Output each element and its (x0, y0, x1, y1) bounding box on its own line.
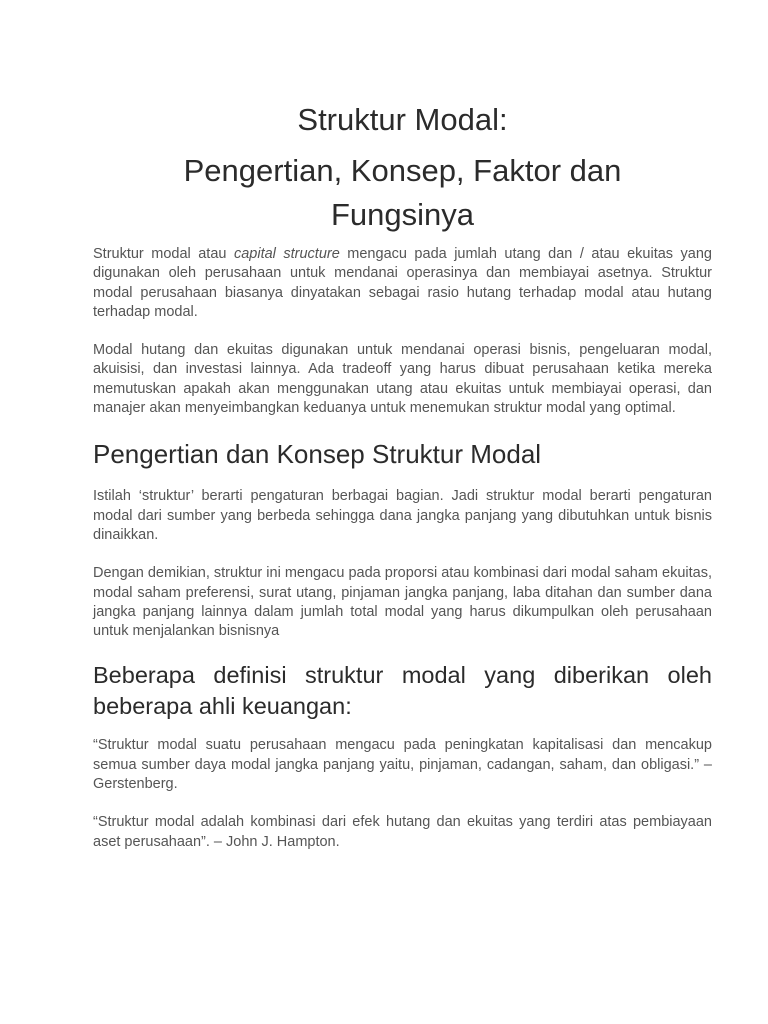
document-page (93, 100, 712, 871)
intro-paragraph-1-start: Struktur modal atau (93, 246, 234, 262)
intro-paragraph-1-end: mengacu pada jumlah utang dan / atau ekuitas yang digunakan oleh perusahaan untuk mendanai operasinya dan membiayai asetnya. Struktur modal perusahaan biasanya dinyatakan sebagai rasio hutang terhadap modal atau hutang terhadap modal. (93, 246, 712, 320)
definition-quote-gerstenberg: “Struktur modal suatu perusahaan mengacu pada peningkatan kapitalisasi dan mencakup semua sumber daya modal jangka panjang yaitu, pinjaman, cadangan, saham, dan obligasi.” – Gerstenberg. (93, 737, 712, 793)
concept-paragraph-1: Istilah ‘struktur’ berarti pengaturan berbagai bagian. Jadi struktur modal berarti pengaturan modal dari sumber yang berbeda sehingga dana jangka panjang yang dibutuhkan untuk bisnis dinaikkan. (93, 488, 712, 543)
section-heading-concept: Pengertian dan Konsep Struktur Modal (93, 439, 542, 470)
definition-quote-hampton: “Struktur modal adalah kombinasi dari efek hutang dan ekuitas yang terdiri atas pembiayaan aset perusahaan”. – John J. Hampton. (93, 814, 712, 850)
section-heading-definitions: Beberapa definisi struktur modal yang diberikan oleh beberapa ahli keuangan: (93, 662, 712, 720)
concept-paragraph-2: Dengan demikian, struktur ini mengacu pada proporsi atau kombinasi dari modal saham ekuitas, modal saham preferensi, surat utang, pinjaman jangka panjang, laba ditahan dan sumber dana jangka panjang lainnya dalam jumlah total modal yang harus dikumpulkan oleh perusahaan untuk menjalankan bisnisnya (93, 565, 712, 640)
intro-paragraph-2: Modal hutang dan ekuitas digunakan untuk mendanai operasi bisnis, pengeluaran modal, akuisisi, dan investasi lainnya. Ada tradeoff yang harus dibuat perusahaan ketika mereka memutuskan apakah akan menggunakan utang atau ekuitas untuk membiayai operasi, dan manajer akan menyeimbangkan keduanya untuk menemukan struktur modal yang optimal. (93, 342, 712, 417)
document-title: Struktur Modal: (297, 102, 508, 137)
intro-italic-term: capital structure (233, 246, 340, 262)
document-subtitle: Pengertian, Konsep, Faktor dan Fungsinya (183, 153, 622, 232)
intro-paragraph-1 (93, 245, 712, 322)
